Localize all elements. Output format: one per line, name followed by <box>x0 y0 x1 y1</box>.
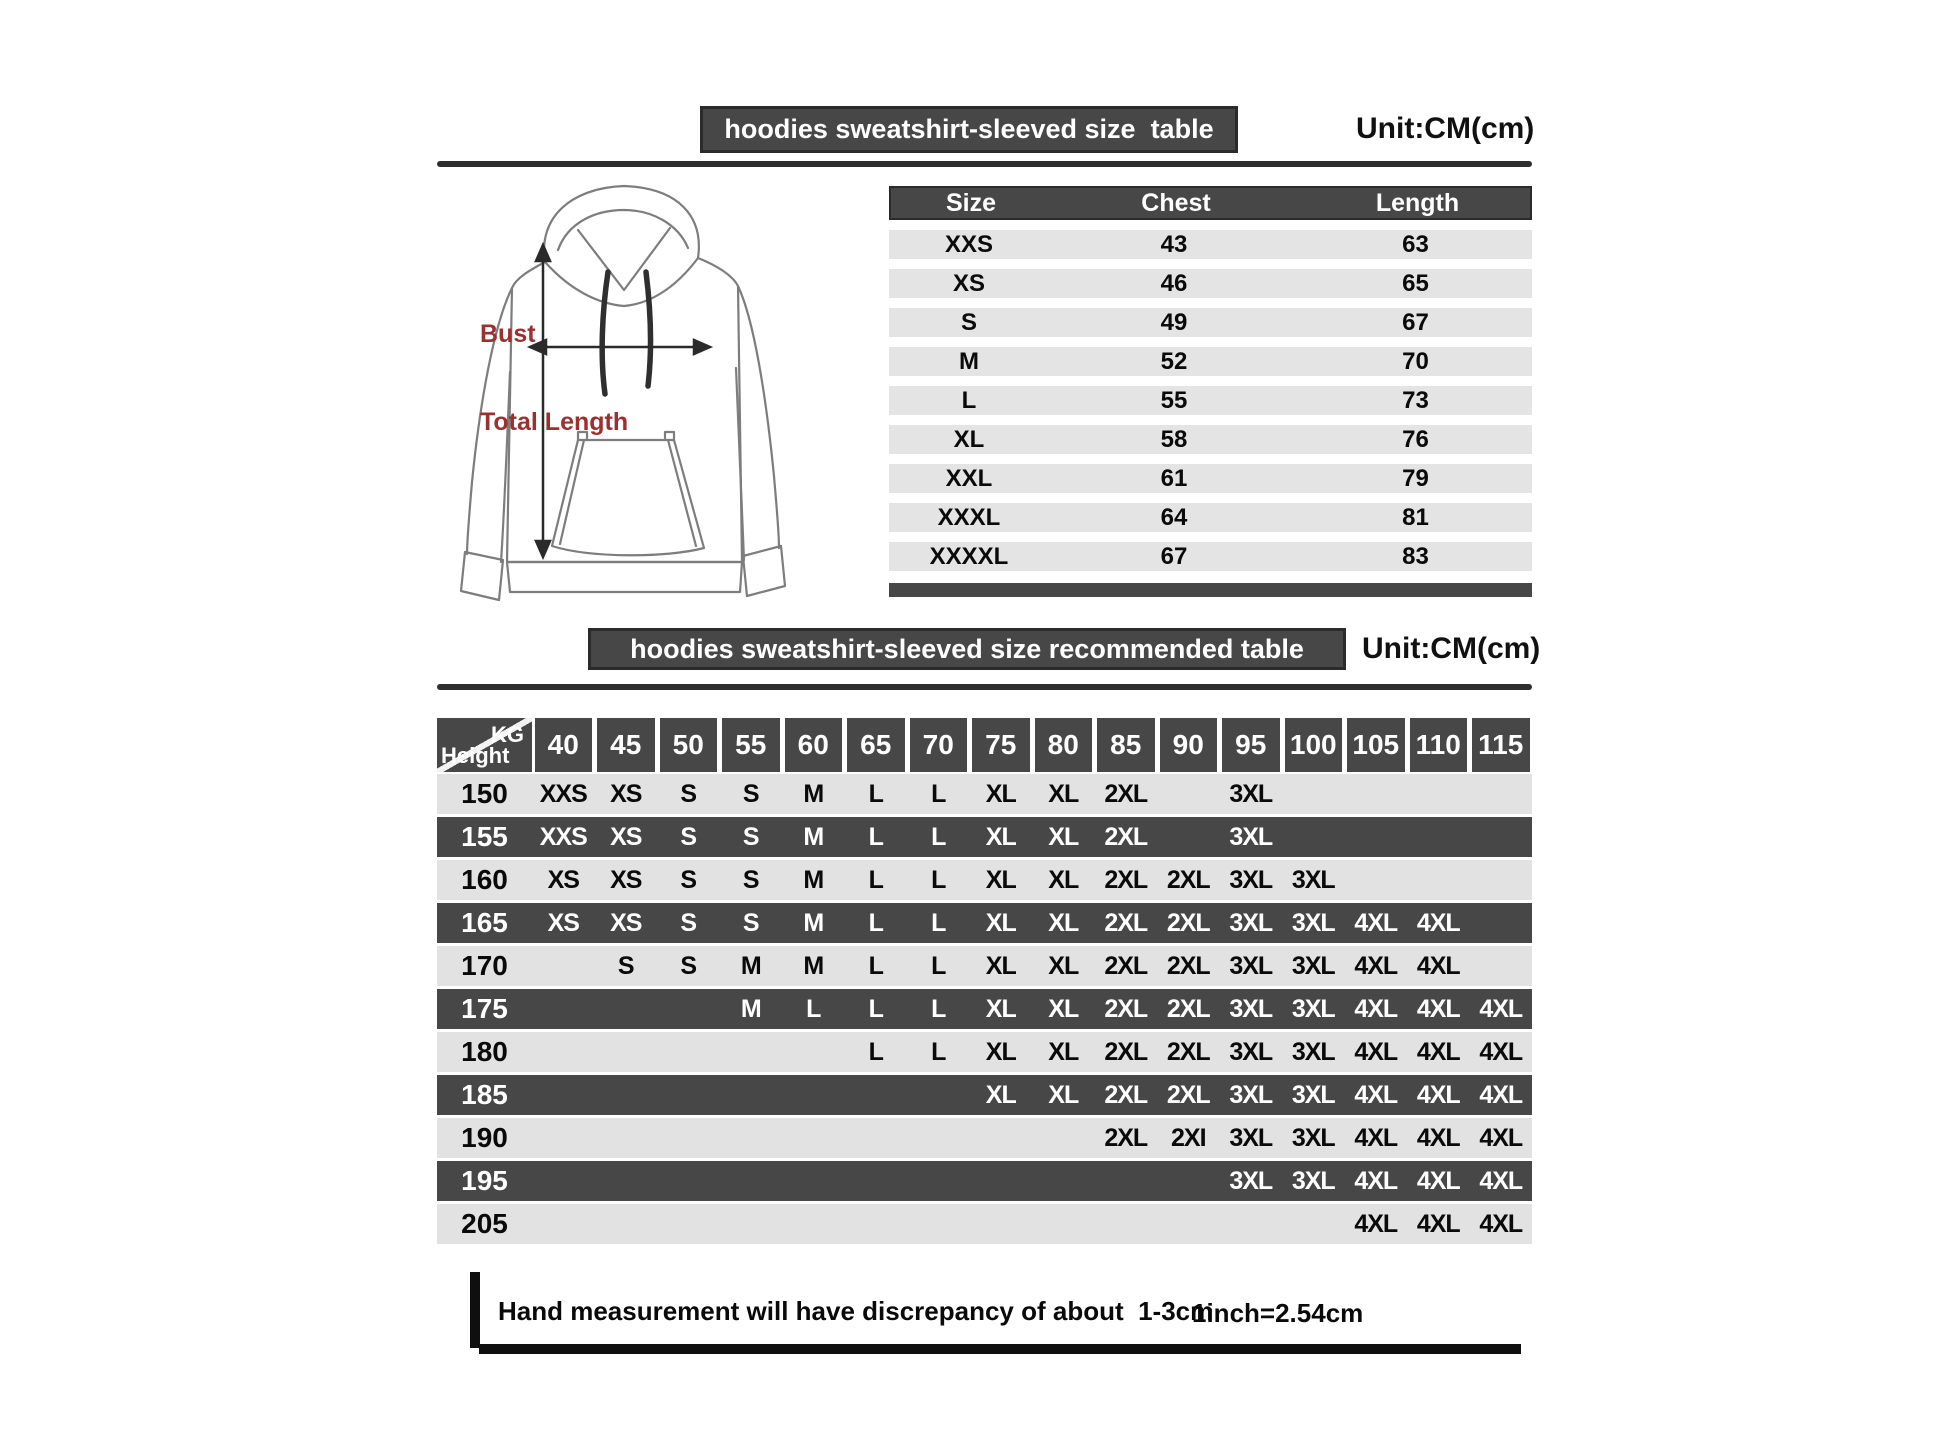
matrix-size-cell: M <box>803 908 824 937</box>
matrix-size-cell: 3XL <box>1291 1166 1335 1195</box>
size-table-row <box>889 542 1532 571</box>
matrix-size-cell: 2XL <box>1166 1037 1210 1066</box>
size-table-cell: 83 <box>1402 542 1429 570</box>
matrix-size-cell: 4XL <box>1354 1209 1398 1238</box>
size-table-row <box>889 269 1532 298</box>
matrix-size-cell: XS <box>610 822 642 851</box>
size-table-row <box>889 308 1532 337</box>
matrix-size-cell: 3XL <box>1291 908 1335 937</box>
matrix-size-cell: XL <box>1048 951 1079 980</box>
size-table-cell: 73 <box>1402 386 1429 414</box>
matrix-size-cell: L <box>931 994 946 1023</box>
matrix-size-cell: S <box>680 865 697 894</box>
matrix-weight-row <box>437 718 1532 772</box>
size-table-cell: XXXXL <box>929 542 1009 570</box>
matrix-size-cell: 3XL <box>1229 951 1273 980</box>
corner-kg-label: KG <box>491 722 524 747</box>
middle-divider <box>437 684 1532 690</box>
matrix-size-cell: 3XL <box>1229 1080 1273 1109</box>
matrix-size-cell: L <box>931 951 946 980</box>
matrix-size-cell: L <box>868 908 883 937</box>
matrix-weight-cell: 110 <box>1410 718 1468 772</box>
matrix-weight-cell: 60 <box>785 718 843 772</box>
measure-lines <box>530 245 710 557</box>
size-table-cell: 52 <box>1160 347 1188 375</box>
matrix-size-cell: M <box>803 865 824 894</box>
matrix-size-cell: S <box>742 908 759 937</box>
matrix-height-label: 180 <box>461 1036 508 1067</box>
matrix-size-cell: 2XL <box>1166 865 1210 894</box>
matrix-height-label: 155 <box>461 821 508 852</box>
matrix-size-cell: XS <box>547 865 579 894</box>
matrix-row <box>437 946 1532 986</box>
matrix-size-cell: 4XL <box>1479 1123 1523 1152</box>
matrix-row <box>437 1118 1532 1158</box>
matrix-size-cell: 4XL <box>1479 1209 1523 1238</box>
matrix-size-cell: 2XL <box>1104 779 1148 808</box>
size-table-cell: 76 <box>1402 425 1429 453</box>
matrix-size-cell: S <box>680 908 697 937</box>
matrix-size-cell: L <box>931 779 946 808</box>
size-table-row <box>889 464 1532 493</box>
matrix-size-cell: 2XL <box>1104 908 1148 937</box>
size-table-row <box>889 347 1532 376</box>
matrix-size-cell: 4XL <box>1354 908 1398 937</box>
matrix-size-cell: S <box>680 779 697 808</box>
matrix-size-cell: 3XL <box>1291 1123 1335 1152</box>
matrix-size-cell: XL <box>985 865 1016 894</box>
size-table-cell: 43 <box>1160 230 1188 258</box>
matrix-size-cell: XL <box>985 951 1016 980</box>
matrix-size-cell: 3XL <box>1229 1123 1273 1152</box>
size-table-cell: S <box>960 308 977 336</box>
size-table-cell: XXL <box>945 464 993 492</box>
matrix-size-cell: S <box>680 822 697 851</box>
size-table-row <box>889 230 1532 259</box>
matrix-size-cell: 2XL <box>1104 1080 1148 1109</box>
recommended-table-unit-label: Unit:CM(cm) <box>1362 632 1541 665</box>
matrix-size-cell: 2XL <box>1104 1123 1148 1152</box>
hood-outline <box>544 186 699 262</box>
matrix-size-cell: 2XL <box>1166 908 1210 937</box>
size-table-cell: 79 <box>1402 464 1429 492</box>
matrix-size-cell: XL <box>985 994 1016 1023</box>
matrix-size-cell: 3XL <box>1291 951 1335 980</box>
matrix-size-cell: 4XL <box>1416 951 1460 980</box>
matrix-size-cell: 4XL <box>1354 1123 1398 1152</box>
recommendation-matrix <box>437 718 1532 1247</box>
matrix-height-label: 185 <box>461 1079 508 1110</box>
matrix-row <box>437 1032 1532 1072</box>
matrix-size-cell: XXS <box>539 779 587 808</box>
matrix-size-cell: XXS <box>539 822 587 851</box>
matrix-size-cell: L <box>868 822 883 851</box>
total-length-label: Total Length <box>480 408 629 436</box>
matrix-size-cell: 2XL <box>1104 1037 1148 1066</box>
matrix-size-cell: S <box>680 951 697 980</box>
size-table-cell: L <box>961 386 977 414</box>
matrix-size-cell: L <box>931 1037 946 1066</box>
matrix-size-cell: XS <box>610 779 642 808</box>
matrix-weight-cell: 70 <box>910 718 968 772</box>
size-table-cell: 58 <box>1160 425 1188 453</box>
matrix-height-label: 190 <box>461 1122 508 1153</box>
matrix-weight-cell: 105 <box>1347 718 1405 772</box>
matrix-size-cell: 3XL <box>1291 865 1335 894</box>
matrix-size-cell: XL <box>985 1037 1016 1066</box>
inch-conversion-note: 1inch=2.54cm <box>1192 1298 1364 1328</box>
matrix-height-label: 160 <box>461 864 508 895</box>
matrix-size-cell: 3XL <box>1229 822 1273 851</box>
size-table-cell: M <box>959 347 979 375</box>
matrix-size-cell: 4XL <box>1416 1037 1460 1066</box>
size-table-title-bar <box>700 106 1238 153</box>
size-table-cell: XXS <box>944 230 994 258</box>
matrix-size-cell: 3XL <box>1229 908 1273 937</box>
matrix-size-cell: 4XL <box>1479 1037 1523 1066</box>
matrix-size-cell: XS <box>610 865 642 894</box>
matrix-size-cell: 4XL <box>1479 1080 1523 1109</box>
matrix-size-cell: 3XL <box>1229 1037 1273 1066</box>
matrix-size-cell: 4XL <box>1354 1166 1398 1195</box>
matrix-row <box>437 774 1532 814</box>
drawstrings <box>602 272 650 394</box>
matrix-weight-cell: 115 <box>1472 718 1530 772</box>
matrix-size-cell: 4XL <box>1354 1080 1398 1109</box>
size-table-header-chest: Chest <box>1141 188 1211 217</box>
matrix-weight-cell: 50 <box>660 718 718 772</box>
size-table-cell: 67 <box>1402 308 1429 336</box>
matrix-height-label: 195 <box>461 1165 508 1196</box>
matrix-weight-cell: 75 <box>972 718 1030 772</box>
matrix-size-cell: 2XL <box>1104 994 1148 1023</box>
size-table-cell: XL <box>953 425 985 453</box>
matrix-size-cell: XL <box>1048 779 1079 808</box>
matrix-weight-cell: 45 <box>597 718 655 772</box>
matrix-size-cell: 2XL <box>1166 1080 1210 1109</box>
matrix-row <box>437 817 1532 857</box>
size-table-body <box>889 230 1532 571</box>
matrix-weight-cell: 85 <box>1097 718 1155 772</box>
matrix-height-label: 175 <box>461 993 508 1024</box>
matrix-size-cell: 2XL <box>1166 951 1210 980</box>
matrix-size-cell: L <box>868 779 883 808</box>
matrix-weight-cell: 55 <box>722 718 780 772</box>
matrix-size-cell: M <box>803 822 824 851</box>
size-table-cell: 55 <box>1160 386 1188 414</box>
size-table-cell: 67 <box>1160 542 1188 570</box>
matrix-size-cell: 4XL <box>1416 1166 1460 1195</box>
matrix-size-cell: M <box>740 994 761 1023</box>
size-table-cell: 49 <box>1160 308 1188 336</box>
matrix-height-label: 165 <box>461 907 508 938</box>
matrix-size-cell: XL <box>1048 822 1079 851</box>
matrix-height-label: 205 <box>461 1208 508 1239</box>
matrix-weight-cell: 40 <box>535 718 593 772</box>
matrix-size-cell: 3XL <box>1291 994 1335 1023</box>
size-table-cell: 63 <box>1402 230 1429 258</box>
matrix-size-cell: S <box>617 951 634 980</box>
hoodie-measurement-diagram <box>450 172 798 610</box>
matrix-size-cell: S <box>742 822 759 851</box>
size-table-cell: 46 <box>1160 269 1188 297</box>
matrix-weight-cell: 90 <box>1160 718 1218 772</box>
matrix-row <box>437 1075 1532 1115</box>
matrix-size-cell: 4XL <box>1416 1209 1460 1238</box>
matrix-corner-cell <box>437 718 532 772</box>
matrix-size-cell: M <box>803 779 824 808</box>
matrix-size-cell: L <box>806 994 821 1023</box>
matrix-weight-cell: 80 <box>1035 718 1093 772</box>
matrix-size-cell: L <box>868 994 883 1023</box>
matrix-row <box>437 860 1532 900</box>
matrix-body <box>437 774 1532 1244</box>
matrix-size-cell: 3XL <box>1229 994 1273 1023</box>
top-divider <box>437 161 1532 167</box>
size-table-cell: 81 <box>1402 503 1429 531</box>
matrix-row <box>437 1204 1532 1244</box>
matrix-size-cell: L <box>931 908 946 937</box>
matrix-row <box>437 903 1532 943</box>
recommended-table-title-bar <box>588 628 1346 670</box>
matrix-size-cell: 4XL <box>1416 908 1460 937</box>
matrix-size-cell: L <box>931 865 946 894</box>
matrix-size-cell: 4XL <box>1354 994 1398 1023</box>
matrix-weight-cell: 95 <box>1222 718 1280 772</box>
matrix-size-cell: M <box>740 951 761 980</box>
note-left-bar <box>470 1272 480 1348</box>
matrix-size-cell: 2XI <box>1170 1123 1206 1152</box>
size-table-row <box>889 386 1532 415</box>
matrix-size-cell: L <box>868 951 883 980</box>
matrix-size-cell: XL <box>1048 994 1079 1023</box>
matrix-size-cell: XL <box>1048 908 1079 937</box>
matrix-height-label: 150 <box>461 778 508 809</box>
matrix-size-cell: XL <box>1048 1037 1079 1066</box>
matrix-size-cell: XL <box>985 1080 1016 1109</box>
matrix-size-cell: 4XL <box>1416 1080 1460 1109</box>
recommended-table-title: hoodies sweatshirt-sleeved size recommended table <box>630 633 1304 664</box>
size-table-row <box>889 425 1532 454</box>
matrix-size-cell: 3XL <box>1229 1166 1273 1195</box>
size-table-cell: 64 <box>1160 503 1188 531</box>
matrix-size-cell: XL <box>985 779 1016 808</box>
size-table-header-size: Size <box>945 188 997 217</box>
size-table-header <box>889 186 1532 220</box>
matrix-size-cell: L <box>868 865 883 894</box>
matrix-size-cell: 4XL <box>1479 994 1523 1023</box>
matrix-row <box>437 1161 1532 1201</box>
matrix-size-cell: 4XL <box>1354 951 1398 980</box>
size-table-cell: 65 <box>1402 269 1429 297</box>
bust-label: Bust <box>480 320 536 348</box>
size-table-header-length: Length <box>1375 188 1460 217</box>
matrix-size-cell: L <box>868 1037 883 1066</box>
matrix-size-cell: XL <box>1048 1080 1079 1109</box>
matrix-size-cell: 3XL <box>1291 1080 1335 1109</box>
matrix-size-cell: 3XL <box>1291 1037 1335 1066</box>
size-table-cell: XXXL <box>937 503 1001 531</box>
size-table-bottom-bar <box>889 583 1532 597</box>
matrix-size-cell: 4XL <box>1416 1123 1460 1152</box>
size-table-cell: 70 <box>1402 347 1429 375</box>
matrix-size-cell: 4XL <box>1479 1166 1523 1195</box>
matrix-size-cell: XL <box>1048 865 1079 894</box>
matrix-size-cell: XL <box>985 822 1016 851</box>
size-table-title: hoodies sweatshirt-sleeved size table <box>724 114 1214 144</box>
matrix-size-cell: XS <box>610 908 642 937</box>
matrix-size-cell: 4XL <box>1416 994 1460 1023</box>
matrix-size-cell: S <box>742 779 759 808</box>
matrix-height-label: 170 <box>461 950 508 981</box>
size-table-unit-label: Unit:CM(cm) <box>1356 112 1535 145</box>
matrix-size-cell: 4XL <box>1354 1037 1398 1066</box>
size-table <box>889 186 1532 597</box>
matrix-size-cell: XS <box>547 908 579 937</box>
matrix-size-cell: L <box>931 822 946 851</box>
matrix-size-cell: S <box>742 865 759 894</box>
size-table-cell: XS <box>952 269 985 297</box>
matrix-size-cell: 2XL <box>1166 994 1210 1023</box>
matrix-weight-cell: 100 <box>1285 718 1343 772</box>
matrix-size-cell: XL <box>985 908 1016 937</box>
matrix-size-cell: 3XL <box>1229 865 1273 894</box>
matrix-weight-cell: 65 <box>847 718 905 772</box>
matrix-size-cell: M <box>803 951 824 980</box>
corner-height-label: Height <box>441 743 510 768</box>
matrix-row <box>437 989 1532 1029</box>
size-table-row <box>889 503 1532 532</box>
matrix-size-cell: 3XL <box>1229 779 1273 808</box>
matrix-size-cell: 2XL <box>1104 865 1148 894</box>
note-underline <box>479 1344 1521 1354</box>
matrix-size-cell: 2XL <box>1104 822 1148 851</box>
size-table-cell: 61 <box>1160 464 1188 492</box>
matrix-size-cell: 2XL <box>1104 951 1148 980</box>
measurement-note: Hand measurement will have discrepancy of about 1-3cm <box>498 1296 1214 1326</box>
